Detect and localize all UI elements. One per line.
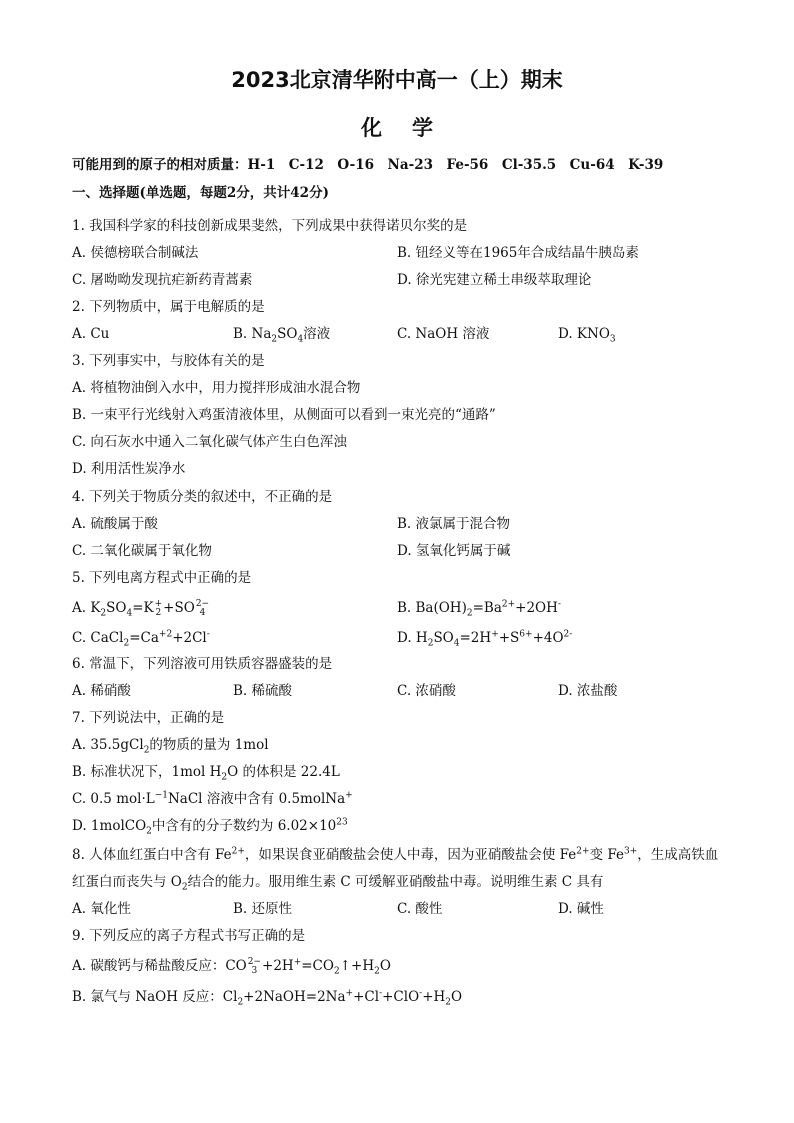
question-1-option-a: A. 侯德榜联合制碱法 xyxy=(72,245,199,261)
question-5-option-b: B. $Ba(OH)_2=Ba^{2+}+2OH^-$ xyxy=(397,599,561,619)
question-4-option-a: A. 硫酸属于酸 xyxy=(72,516,158,532)
question-1-option-b: B. 钮经义等在1965年合成结晶牛胰岛素 xyxy=(397,245,639,261)
atomic-masses: 可能用到的原子的相对质量：H-1 C-12 O-16 Na-23 Fe-56 Cl-35.5 Cu-64 K-39 xyxy=(72,157,664,173)
question-2-stem: 2. 下列物质中，属于电解质的是 xyxy=(72,299,265,315)
question-3-option-b: B. 一束平行光线射入鸡蛋清液体里，从侧面可以看到一束光亮的“通路” xyxy=(72,407,496,423)
question-2-option-a: A. Cu xyxy=(72,326,110,342)
question-9-option-b: B. 氯气与 NaOH 反应：$Cl_2+2NaOH=2Na^++Cl^-+ClO^-+H_2O$ xyxy=(72,988,463,1008)
question-1-option-d: D. 徐光宪建立稀土串级萃取理论 xyxy=(397,272,592,288)
question-6-stem: 6. 常温下，下列溶液可用铁质容器盛装的是 xyxy=(72,656,333,672)
question-8-option-c: C. 酸性 xyxy=(397,901,443,917)
exam-title: 2023北京清华附中高一（上）期末 xyxy=(231,68,563,92)
question-5-option-c: C. $CaCl_2=Ca^{+2}+2Cl^-$ xyxy=(72,629,210,649)
question-8-option-a: A. 氧化性 xyxy=(72,901,131,917)
question-7-option-a: A. 35.5gCl$_2$的物质的量为 1mol xyxy=(72,737,269,756)
question-6-option-b: B. 稀硫酸 xyxy=(233,683,293,699)
question-2-option-c: C. NaOH 溶液 xyxy=(397,326,490,342)
question-4-option-c: C. 二氧化碳属于氧化物 xyxy=(72,543,212,559)
question-1-stem: 1. 我国科学家的科技创新成果斐然，下列成果中获得诺贝尔奖的是 xyxy=(72,218,468,234)
question-5-option-d: D. $H_2SO_4=2H^++S^{6+}+4O^{2-}$ xyxy=(397,629,573,649)
question-4-option-d: D. 氢氧化钙属于碱 xyxy=(397,543,511,559)
question-1-option-c: C. 屠呦呦发现抗疟新药青蒿素 xyxy=(72,272,253,288)
question-6-option-d: D. 浓盐酸 xyxy=(558,683,618,699)
question-7-option-b: B. 标准状况下，1mol $H_2O$ 的体积是 22.4L xyxy=(72,764,340,783)
question-3-option-d: D. 利用活性炭净水 xyxy=(72,461,186,477)
question-3-option-c: C. 向石灰水中通入二氧化碳气体产生白色浑浊 xyxy=(72,434,347,450)
question-4-option-b: B. 液氯属于混合物 xyxy=(397,516,511,532)
question-9-stem: 9. 下列反应的离子方程式书写正确的是 xyxy=(72,928,306,944)
question-7-option-d: D. 1molCO$_2$中含有的分子数约为 $6.02\times 10^{23}$ xyxy=(72,817,348,837)
question-2-option-b: B. $Na_2SO_4$溶液 xyxy=(233,326,331,345)
question-5-stem: 5. 下列电离方程式中正确的是 xyxy=(72,570,252,586)
question-8-stem-line-1: 8. 人体血红蛋白中含有 $Fe^{2+}$，如果误食亚硝酸盐会使人中毒，因为亚硝酸盐会使 $Fe^{2+}$变 $Fe^{3+}$，生成高铁血 xyxy=(72,846,719,863)
question-7-stem: 7. 下列说法中，正确的是 xyxy=(72,710,225,726)
question-6-option-a: A. 稀硝酸 xyxy=(72,683,131,699)
question-8-option-b: B. 还原性 xyxy=(233,901,293,917)
question-3-stem: 3. 下列事实中，与胶体有关的是 xyxy=(72,353,265,369)
question-6-option-c: C. 浓硝酸 xyxy=(397,683,456,699)
question-9-option-a: A. 碳酸钙与稀盐酸反应：CO 2− 3 $+2H^+=CO_2↑+H_2O$ xyxy=(72,956,391,977)
question-5-option-a: A. $K_2SO_4=K$ + 2 +SO 2− 4 xyxy=(72,598,210,619)
section-heading: 一、选择题(单选题，每题2分，共计42分) xyxy=(72,185,329,201)
question-8-option-d: D. 碱性 xyxy=(558,901,604,917)
question-4-stem: 4. 下列关于物质分类的叙述中，不正确的是 xyxy=(72,489,333,505)
subject-title: 化学 xyxy=(361,116,463,140)
question-8-stem-line-2: 红蛋白而丧失与 $O_2$结合的能力。服用维生素 C 可缓解亚硝酸盐中毒。说明维生素 C 具有 xyxy=(72,874,604,893)
question-7-option-c: C. 0.5 $mol\cdot L^{-1}NaCl$ 溶液中含有 0.5molNa+ xyxy=(72,790,353,807)
question-3-option-a: A. 将植物油倒入水中，用力搅拌形成油水混合物 xyxy=(72,380,361,396)
question-2-option-d: D. $KNO_3$ xyxy=(558,326,616,345)
